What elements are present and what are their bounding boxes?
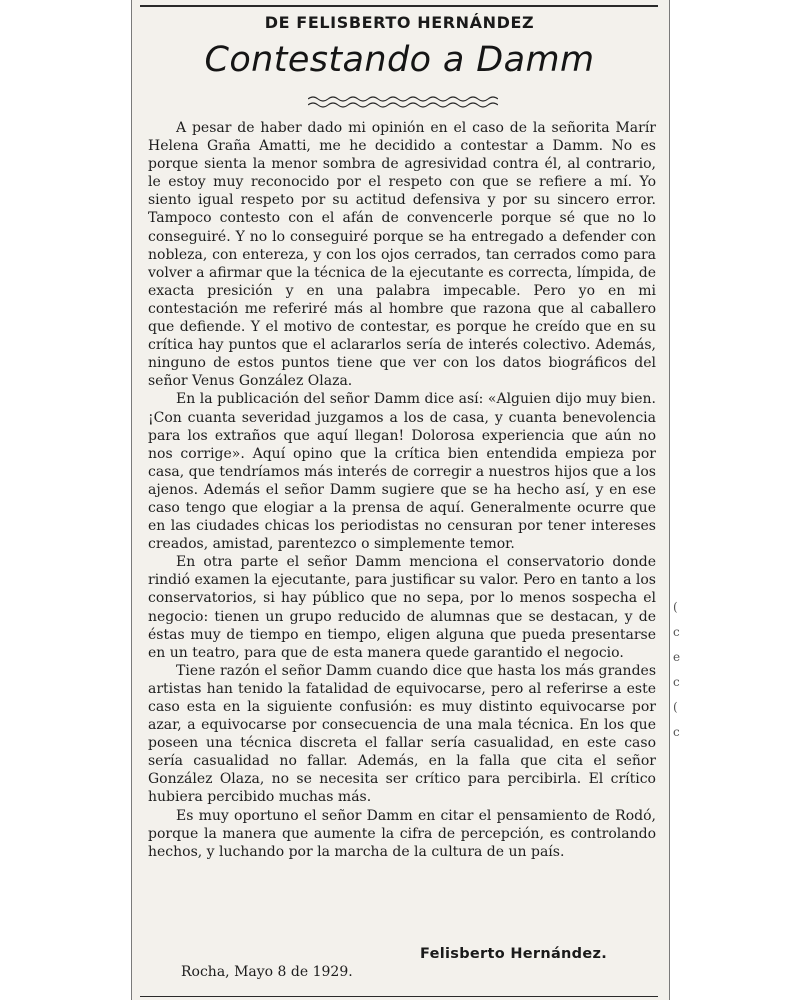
article-paragraph: A pesar de haber dado mi opinión en el caso de la señorita Marír Helena Graña Amatti, me he decidido a contestar a Damm. No es porque sienta la menor sombra de agresividad contra él, al contrario, le estoy muy reconocido por el respeto con que se refiere a mí. Yo siento igual respeto por su actitud defensiva y por su sincero error. Tampoco contesto con el afán de convencerle porque sé que no lo conseguiré. Y no lo conseguiré porque se ha entregado a defender con nobleza, con entereza, y con los ojos cerrados, tan cerrados como para volver a afirmar que la técnica de la ejecutante es correcta, límpida, de exacta presición y en una palabra impecable. Pero yo en mi contestación me referiré más al hombre que razona que al caballero que defiende. Y el motivo de contestar, es porque he creído que en su crítica hay puntos que el aclararlos sería de interés colectivo. Además, ninguno de estos puntos tiene que ver con los datos biográficos del señor Venus González Olaza. — [148, 120, 656, 390]
top-rule — [140, 5, 658, 7]
dateline: Rocha, Mayo 8 de 1929. — [181, 964, 353, 980]
right-page-margin — [669, 0, 800, 1000]
article-byline: DE FELISBERTO HERNÁNDEZ — [264, 13, 535, 32]
article-paragraph: En otra parte el señor Damm menciona el conservatorio donde rindió examen la ejecutante, para justificar su valor. Pero en tanto a los conservatorios, si hay público que no sepa, por lo menos sospecha el negocio: tienen un grupo reducido de alumnas que se destacan, y de éstas muy de tiempo en tiempo, eligen alguna que pueda presentarse en un teatro, para que de esta manera quede garantido el negocio. — [148, 554, 656, 661]
bottom-rule — [140, 996, 658, 997]
article-paragraph: En la publicación del señor Damm dice así: «Alguien dijo muy bien. ¡Con cuanta severidad juzgamos a los de casa, y cuanta benevolencia para los extraños que aquí llegan! Dolorosa experiencia que aún no nos corrige». Aquí opino que la crítica bien entendida empieza por casa, que tendríamos más interés de corregir a nuestros hijos que a los ajenos. Además el señor Damm sugiere que se ha hecho así, y en ese caso tengo que elogiar a la prensa de aquí. Generalmente ocurre que en las ciudades chicas los periodistas no censuran por tener intereses creados, amistad, parentezco o simplemente temor. — [148, 391, 656, 553]
adjacent-column-fragment: c — [673, 725, 680, 739]
adjacent-column-fragment: c — [673, 675, 680, 689]
left-page-margin — [0, 0, 131, 1000]
article-body — [148, 119, 656, 861]
author-signature: Felisberto Hernández. — [420, 946, 608, 962]
adjacent-column-fragment: e — [673, 650, 681, 664]
article-paragraph: Es muy oportuno el señor Damm en citar el pensamiento de Rodó, porque la manera que aumente la cifra de percepción, es controlando hechos, y luchando por la marcha de la cultura de un país. — [148, 807, 656, 860]
article-headline: Contestando a Damm — [204, 40, 595, 80]
article-paragraph: Tiene razón el señor Damm cuando dice que hasta los más grandes artistas han tenido la fatalidad de equivocarse, pero al referirse a este caso esta en la siguiente confusión: es muy distinto equivocarse por azar, a equivocarse por consecuencia de una mala técnica. En los que poseen una técnica discreta el fallar sería casualidad, en este caso sería casualidad no fallar. Además, en la falla que cita el señor González Olaza, no se necesita ser crítico para percibirla. El crítico hubiera percibido muchas más. — [148, 662, 656, 806]
wavy-divider-ornament — [308, 95, 498, 109]
adjacent-column-fragment: ( — [673, 600, 678, 614]
adjacent-column-fragment: ( — [673, 700, 678, 714]
adjacent-column-fragment: c — [673, 625, 680, 639]
